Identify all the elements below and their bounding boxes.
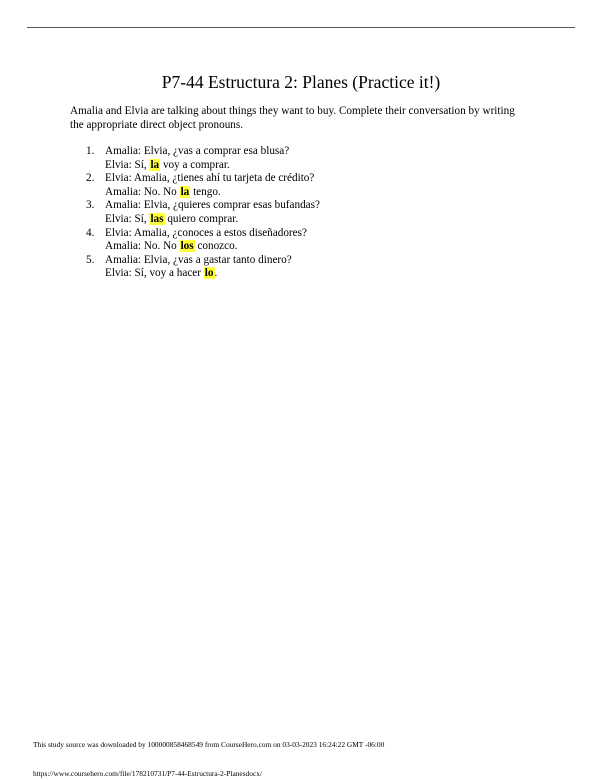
instructions-paragraph: Amalia and Elvia are talking about things they want to buy. Complete their conversation by writing the appropriate direct object pronouns. — [70, 105, 515, 131]
answer-suffix: voy a comprar. — [160, 158, 230, 171]
highlighted-pronoun: la — [150, 158, 160, 171]
question-line: Amalia: Elvia, ¿quieres comprar esas bufandas? — [105, 199, 320, 212]
answer-line — [105, 267, 320, 281]
answer-suffix: tengo. — [190, 185, 221, 198]
item-number: 2. — [86, 172, 95, 185]
answer-prefix: Elvia: Sí, — [105, 212, 150, 225]
answer-line — [105, 159, 320, 173]
source-url[interactable]: https://www.coursehero.com/file/178210731/P7-44-Estructura-2-Planesdocx/ — [33, 769, 262, 778]
question-line: Amalia: Elvia, ¿vas a gastar tanto dinero? — [105, 253, 292, 266]
item-number: 4. — [86, 226, 95, 239]
answer-prefix: Elvia: Sí, — [105, 158, 150, 171]
item-number: 3. — [86, 199, 95, 212]
highlighted-pronoun: la — [180, 185, 190, 198]
answer-prefix: Elvia: Sí, voy a hacer — [105, 267, 204, 280]
highlighted-pronoun: los — [180, 240, 194, 253]
answer-line — [105, 213, 320, 227]
answer-suffix: quiero comprar. — [164, 212, 239, 225]
question-line: Amalia: Elvia, ¿vas a comprar esa blusa? — [105, 145, 290, 157]
highlighted-pronoun: lo — [204, 267, 214, 280]
question-line: Elvia: Amalia, ¿tienes ahí tu tarjeta de crédito? — [105, 172, 315, 185]
item-number: 1. — [86, 145, 95, 157]
answer-line — [105, 186, 320, 200]
answer-suffix: . — [214, 267, 218, 280]
answer-prefix: Amalia: No. No — [105, 240, 180, 253]
exercise-item-1 — [86, 145, 320, 172]
exercise-item-2 — [86, 172, 320, 199]
item-number: 5. — [86, 253, 95, 266]
answer-line — [105, 240, 320, 254]
question-line: Elvia: Amalia, ¿conoces a estos diseñadores? — [105, 226, 307, 239]
answer-prefix: Amalia: No. No — [105, 185, 180, 198]
exercise-item-3 — [86, 199, 320, 226]
exercise-item-5 — [86, 254, 320, 281]
download-source-note: This study source was downloaded by 100000858468549 from CourseHero.com on 03-03-2023 16:24:22 GMT -06:00 — [33, 740, 385, 749]
exercise-list — [86, 145, 320, 281]
header-divider — [27, 27, 575, 28]
exercise-item-4 — [86, 227, 320, 254]
page-title: P7-44 Estructura 2: Planes (Practice it!) — [161, 72, 441, 92]
highlighted-pronoun: las — [150, 212, 164, 225]
answer-suffix: conozco. — [194, 240, 238, 253]
